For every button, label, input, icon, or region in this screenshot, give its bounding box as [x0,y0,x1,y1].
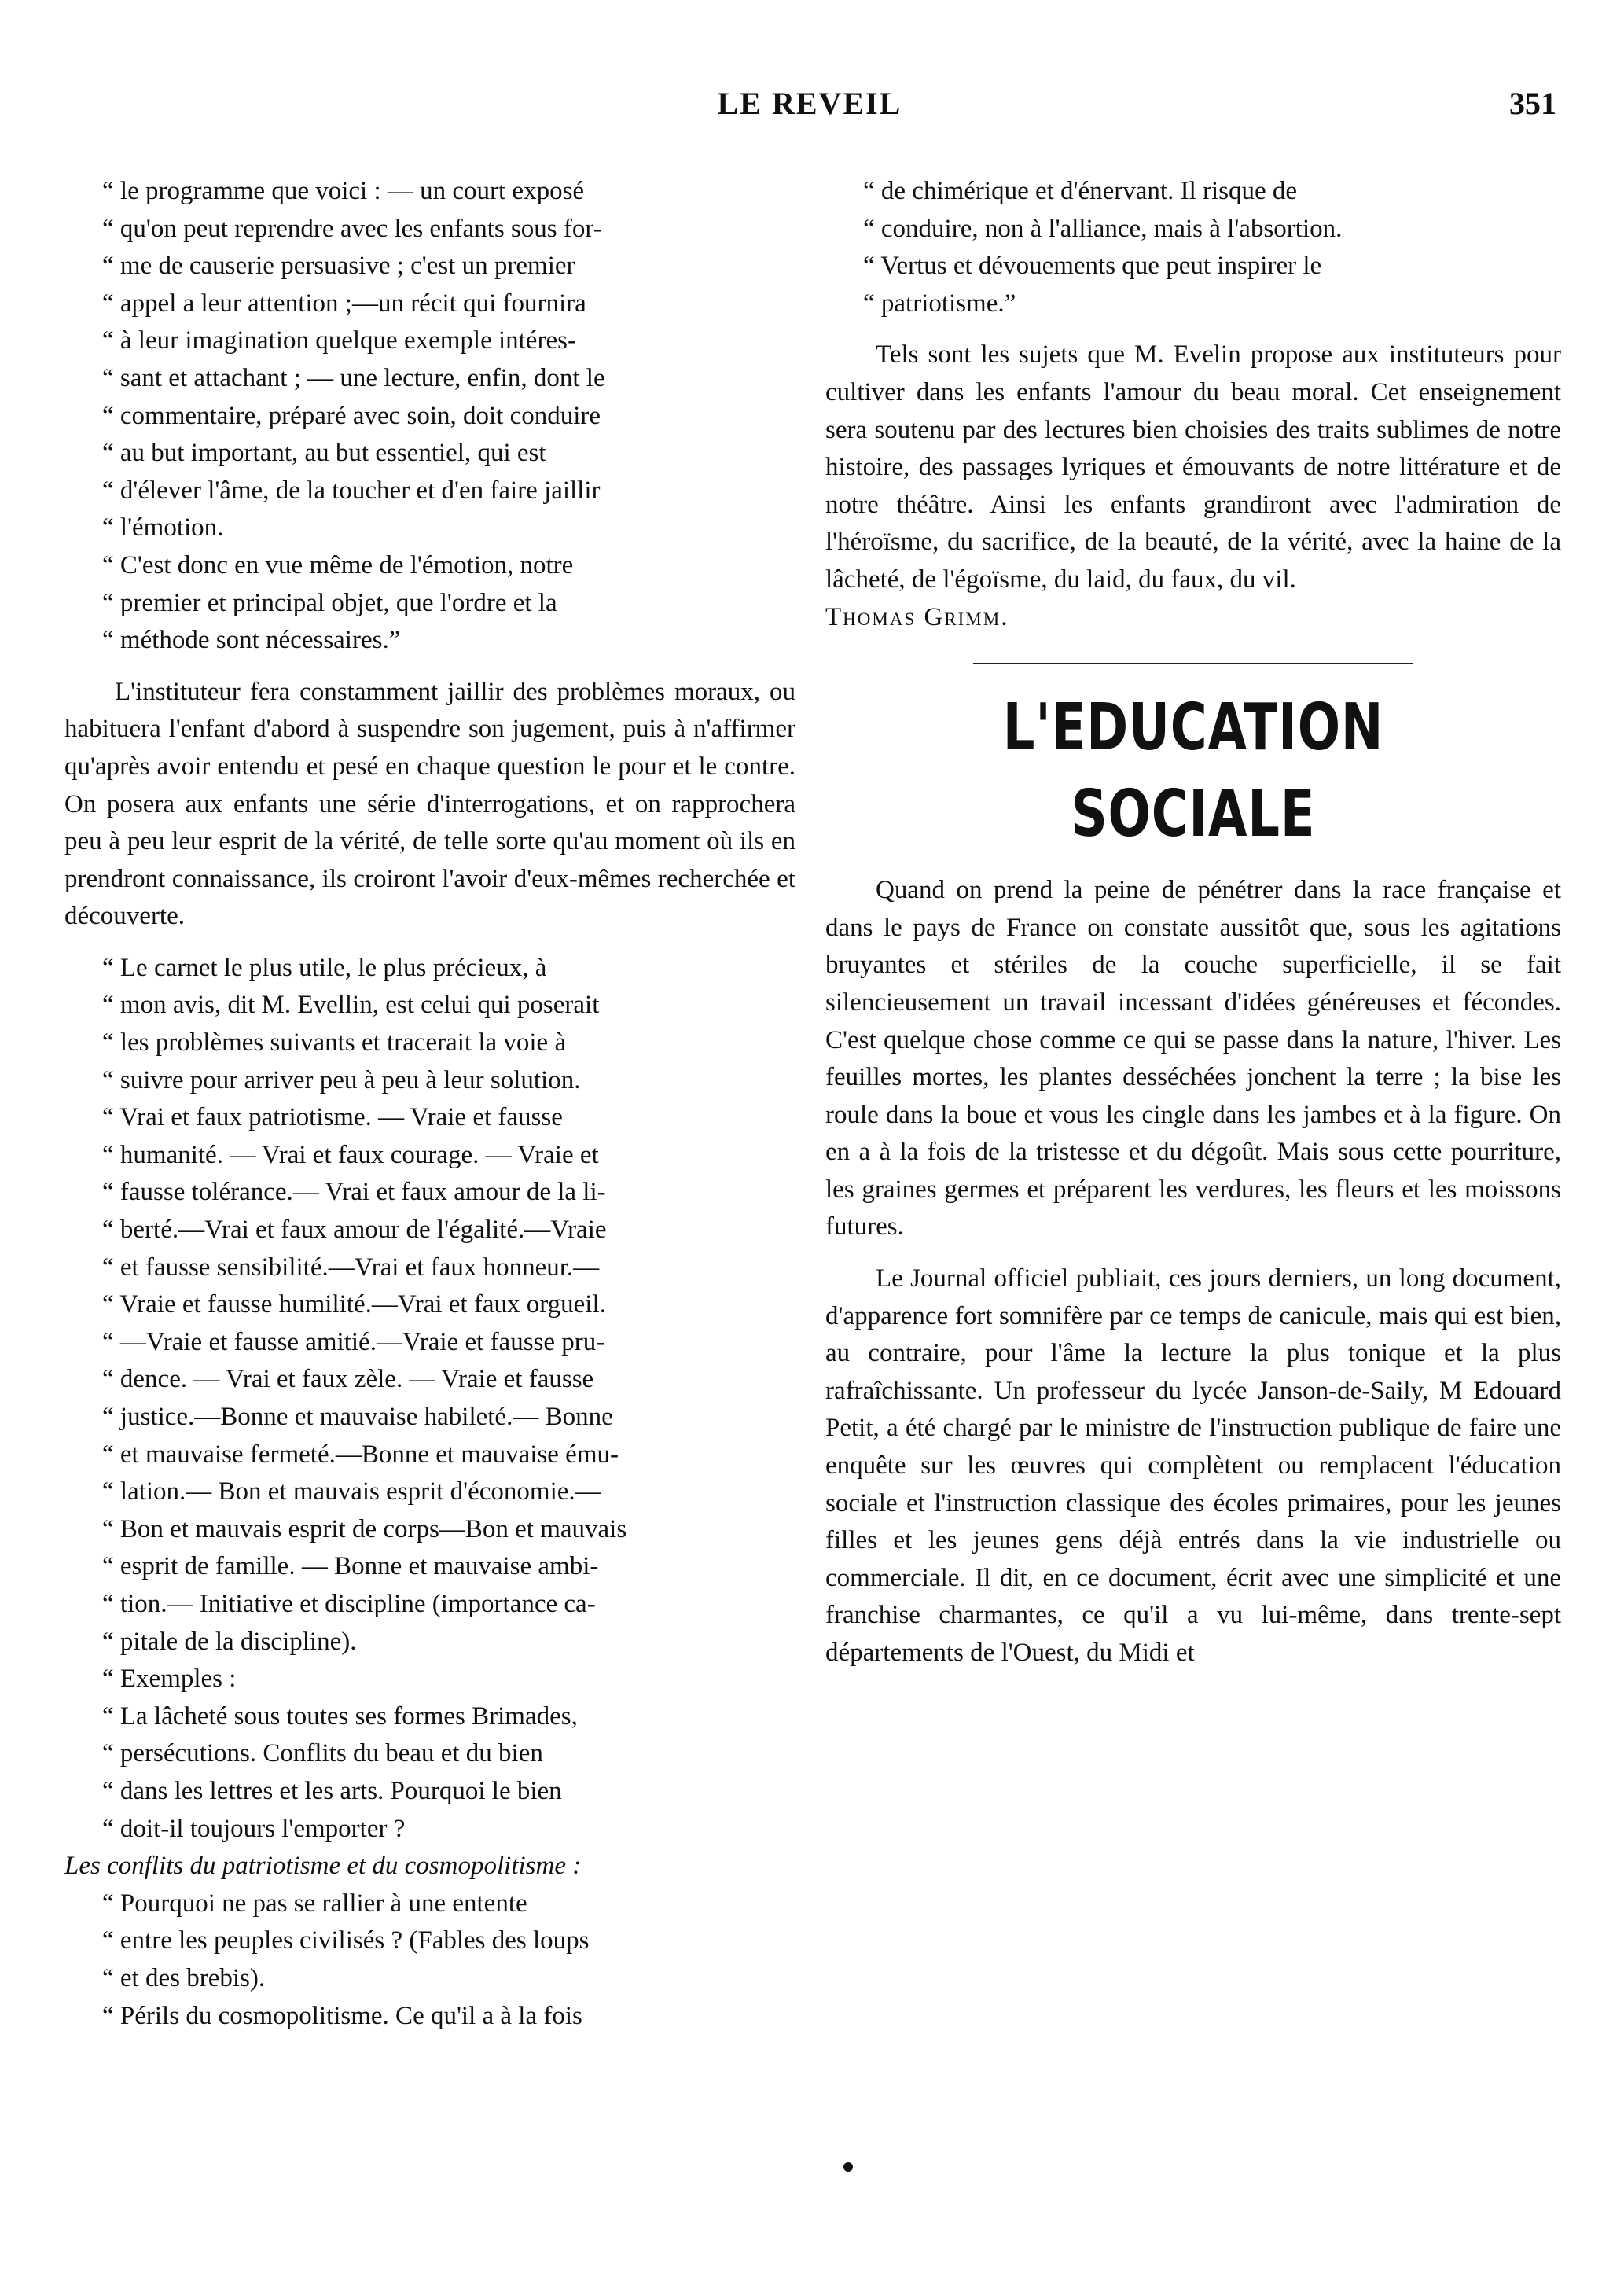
quote-line: “ patriotisme.” [863,289,1016,318]
quote-block [64,173,795,547]
quote-line: “ suivre pour arriver peu à peu à leur solution. [102,1065,581,1094]
running-title: LE REVEIL [717,86,902,121]
section-divider [973,663,1413,664]
left-column [64,173,795,2035]
quote-block [64,1998,795,2036]
quote-line: “ mon avis, dit M. Evellin, est celui qui poserait [102,991,600,1020]
quote-line: “ dans les lettres et les arts. Pourquoi le bien [102,1776,562,1805]
quote-line: “ appel a leur attention ;—un récit qui fournira [102,289,586,318]
quote-line: “ pitale de la discipline). [102,1627,357,1656]
page-number: 351 [1509,86,1556,121]
quote-line: “ les problèmes suivants et tracerait la voie à [102,1028,567,1058]
quote-line: “ humanité. — Vrai et faux courage. — Vraie et [102,1140,599,1169]
quote-line: “ sant et attachant ; — une lecture, enfin, dont le [102,363,605,392]
quote-block [64,1661,795,1698]
quote-line: “ dence. — Vrai et faux zèle. — Vraie et fausse [102,1365,594,1394]
quote-line: “ l'émotion. [102,513,224,543]
section-title: L'EDUCATION SOCIALE [1002,690,1384,852]
quote-line: “ Vertus et dévouements que peut inspirer le [863,252,1322,281]
quote-line: “ —Vraie et fausse amitié.—Vraie et fausse pru- [102,1327,605,1356]
quote-line: “ entre les peuples civilisés ? (Fables des loups [102,1926,590,1955]
ink-dot [843,2162,853,2172]
quote-line: “ et des brebis). [102,1963,266,1992]
quote-line: “ persécutions. Conflits du beau et du bien [102,1739,543,1768]
quote-block [825,173,1561,248]
body-paragraph: Quand on prend la peine de pénétrer dans la race française et dans le pays de France on constate aussitôt que, sous les agitations bruyantes et stériles de la couche superficielle, il se fait silencieusement un travail incessant d'idées généreuses et fécondes. C'est quelque chose comme ce qui se passe dans la nature, l'hiver. Les feuilles mortes, les plantes desséchées jonchent la terre ; la bise les roule dans la boue et vous les cingle dans les jambes et à la figure. On en a à la fois de la tristesse et du dégoût. Mais sous cette pourriture, les graines germes et préparent les verdures, les fleurs et les moissons futures. [825,876,1561,1241]
quote-line: “ Pourquoi ne pas se rallier à une entente [102,1889,527,1918]
quote-line: “ doit-il toujours l'emporter ? [102,1814,406,1843]
quote-line: “ La lâcheté sous toutes ses formes Brimades, [102,1701,578,1731]
quote-block [64,1698,795,1848]
quote-block [64,1099,795,1661]
quote-line: “ à leur imagination quelque exemple intéres- [102,326,576,355]
quote-block [64,1885,795,1998]
quote-line: “ lation.— Bon et mauvais esprit d'économie.— [102,1477,601,1506]
quote-line: “ le programme que voici : — un court exposé [102,177,585,205]
quote-line: “ méthode sont nécessaires.” [102,626,401,655]
quote-line: “ d'élever l'âme, de la toucher et d'en faire jaillir [102,476,601,505]
body-paragraph: Le Journal officiel publiait, ces jours derniers, un long document, d'apparence fort somnifère par ce temps de canicule, mais qui est bien, au contraire, pour l'âme la lecture la plus tonique et la plus rafraîchissante. Un professeur du lycée Janson-de-Saily, M Edouard Petit, a été chargé par le ministre de l'instruction publique de faire une enquête sur les œuvres qui complètent ou remplacent l'éducation sociale et l'instruction classique des écoles primaires, pour les jeunes filles et les jeunes gens déjà entrés dans la vie industrielle ou commerciale. Il dit, en ce document, écrit avec une simplicité et une franchise charmantes, ce qu'il a vu lui-même, dans trente-sept départements de l'Ouest, du Midi et [825,1264,1561,1667]
quote-line: “ et fausse sensibilité.—Vrai et faux honneur.— [102,1253,600,1282]
page-header [63,85,1556,132]
quote-block [64,950,795,1099]
quote-line: “ berté.—Vrai et faux amour de l'égalité.—Vraie [102,1216,607,1245]
quote-line: “ Le carnet le plus utile, le plus précieux, à [102,953,547,982]
right-column [825,173,1561,1672]
quote-line: “ fausse tolérance.— Vrai et faux amour de la li- [102,1178,606,1207]
quote-line: “ commentaire, préparé avec soin, doit conduire [102,401,601,430]
quote-line: “ esprit de famille. — Bonne et mauvaise ambi- [102,1552,599,1581]
quote-line: “ Vrai et faux patriotisme. — Vraie et fausse [102,1103,563,1132]
quote-line: “ Périls du cosmopolitisme. Ce qu'il a à la fois [102,2001,582,2030]
quote-line: “ tion.— Initiative et discipline (importance ca- [102,1589,596,1618]
quote-line: “ C'est donc en vue même de l'émotion, notre [102,550,574,579]
quote-line: “ et mauvaise fermeté.—Bonne et mauvaise ému- [102,1440,619,1469]
quote-line: “ Exemples : [102,1665,237,1694]
quote-line: “ qu'on peut reprendre avec les enfants sous for- [102,214,602,243]
subheading: Les conflits du patriotisme et du cosmopolitisme : [64,1852,582,1881]
quote-block [64,547,795,660]
quote-line: “ premier et principal objet, que l'ordre et la [102,588,557,617]
quote-line: “ Bon et mauvais esprit de corps—Bon et mauvais [102,1514,627,1543]
quote-block [825,248,1561,322]
body-paragraph: L'instituteur fera constamment jaillir des problèmes moraux, ou habituera l'enfant d'abord à suspendre son jugement, puis à n'affirmer qu'après avoir entendu et pesé en chaque question le pour et le contre. On posera aux enfants une série d'interrogations, et on rapprochera peu à peu leur esprit de la vérité, de telle sorte qu'au moment où ils en prendront connaissance, ils croiront l'avoir d'eux-mêmes recherchée et découverte. [64,677,795,931]
quote-line: “ de chimérique et d'énervant. Il risque de [863,177,1298,205]
quote-line: “ au but important, au but essentiel, qui est [102,439,546,468]
body-paragraph: Tels sont les sujets que M. Evelin propose aux instituteurs pour cultiver dans les enfants l'amour du beau moral. Cet enseignement sera soutenu par des lectures bien choisies des traits sublimes de notre histoire, des passages lyriques et émouvants de notre littérature et de notre théâtre. Ainsi les enfants grandiront avec l'admiration de l'héroïsme, du sacrifice, de la beauté, de la vérité, avec la haine de la lâcheté, de l'égoïsme, du laid, du faux, du vil. [825,340,1561,594]
quote-line: “ conduire, non à l'alliance, mais à l'absortion. [863,214,1343,243]
quote-line: “ me de causerie persuasive ; c'est un premier [102,252,575,281]
signature: Thomas Grimm. [825,602,1009,631]
quote-line: “ justice.—Bonne et mauvaise habileté.— Bonne [102,1403,613,1431]
quote-line: “ Vraie et fausse humilité.—Vrai et faux orgueil. [102,1290,606,1319]
